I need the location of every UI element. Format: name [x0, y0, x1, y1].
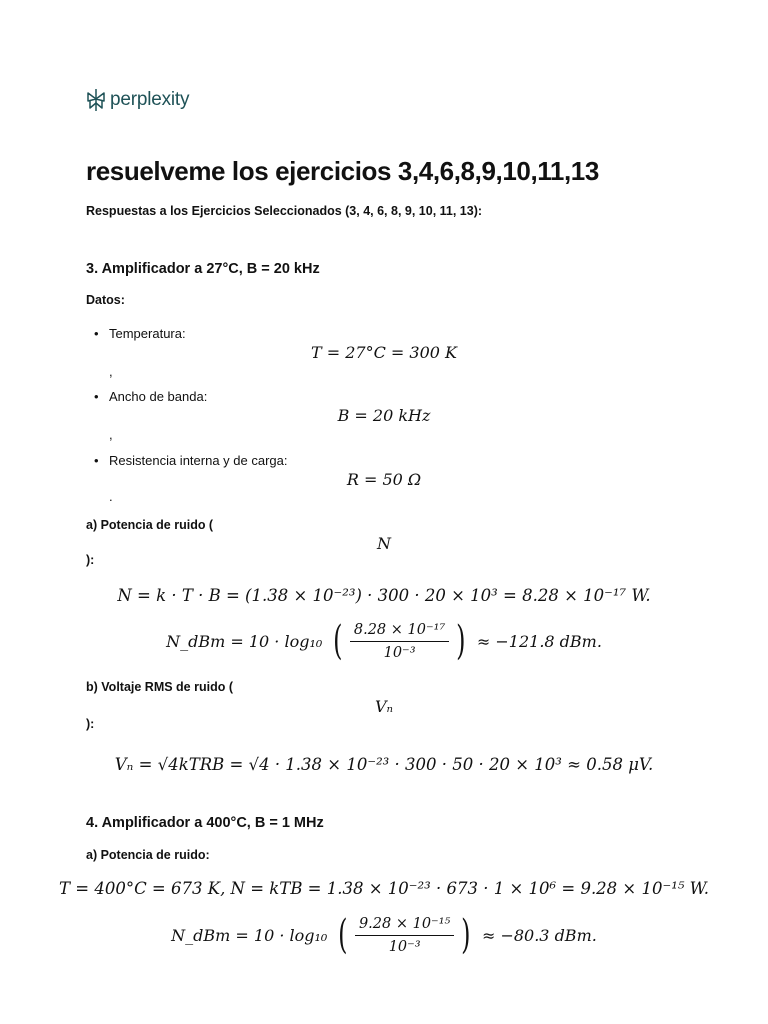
ex3-b-close: ):	[86, 717, 95, 731]
left-paren: (	[338, 912, 348, 958]
ex3-a-equation: N = k · T · B = (1.38 × 10⁻²³) · 300 · 20 × 10³ = 8.28 × 10⁻¹⁷ W.	[117, 586, 651, 605]
ex3-bullet-resistencia: • Resistencia interna y de carga:	[94, 453, 288, 468]
fraction-denominator: 10⁻³	[383, 644, 416, 661]
dbm-rhs: ≈ −80.3 dBm.	[481, 925, 597, 945]
ex3-math-temperatura: T = 27°C = 300 K	[310, 343, 457, 362]
ex3-heading: 3. Amplificador a 27°C, B = 20 kHz	[86, 261, 320, 277]
fraction	[355, 916, 454, 955]
ex4-a-label: a) Potencia de ruido:	[86, 848, 210, 862]
ex3-punct-2: ,	[109, 427, 113, 442]
right-paren: )	[456, 618, 466, 664]
dbm-lhs: N_dBm = 10 · log₁₀	[171, 925, 328, 945]
ex3-punct-3: .	[109, 489, 113, 504]
dbm-rhs: ≈ −121.8 dBm.	[476, 631, 602, 651]
ex3-b-equation: Vₙ = √4kTRB = √4 · 1.38 × 10⁻²³ · 300 · 50 · 20 × 10³ ≈ 0.58 μV.	[114, 755, 654, 774]
fraction-numerator: 8.28 × 10⁻¹⁷	[350, 622, 449, 642]
right-paren: )	[461, 912, 471, 958]
ex3-bullet-temperatura: • Temperatura:	[94, 326, 186, 341]
perplexity-logo	[86, 88, 189, 112]
fraction-numerator: 9.28 × 10⁻¹⁵	[355, 916, 454, 936]
ex3-b-label: b) Voltaje RMS de ruido (	[86, 680, 233, 694]
ex4-a-dbm-equation	[0, 912, 768, 958]
ex4-a-equation: T = 400°C = 673 K, N = kTB = 1.38 × 10⁻²³ · 673 · 1 × 10⁶ = 9.28 × 10⁻¹⁵ W.	[59, 879, 709, 898]
ex3-bullet-ancho-banda: • Ancho de banda:	[94, 389, 208, 404]
bullet-label: Resistencia interna y de carga:	[109, 453, 288, 468]
dbm-lhs: N_dBm = 10 · log₁₀	[166, 631, 323, 651]
ex3-b-symbol: Vₙ	[374, 697, 394, 716]
bullet-label: Temperatura:	[109, 326, 186, 341]
ex3-math-resistencia: R = 50 Ω	[346, 470, 422, 489]
fraction-denominator: 10⁻³	[388, 938, 421, 955]
ex3-math-ancho-banda: B = 20 kHz	[337, 406, 431, 425]
bullet-label: Ancho de banda:	[109, 389, 208, 404]
ex4-heading: 4. Amplificador a 400°C, B = 1 MHz	[86, 815, 324, 831]
ex3-a-label: a) Potencia de ruido (	[86, 518, 214, 532]
left-paren: (	[333, 618, 343, 664]
ex3-a-close: ):	[86, 553, 95, 567]
intro-text: Respuestas a los Ejercicios Seleccionados (3, 4, 6, 8, 9, 10, 11, 13):	[86, 204, 483, 218]
page-title: resuelveme los ejercicios 3,4,6,8,9,10,11,13	[86, 156, 599, 186]
brand-name: perplexity	[110, 89, 190, 110]
ex3-a-symbol: N	[377, 534, 391, 553]
ex3-datos-label: Datos:	[86, 293, 125, 307]
ex3-a-dbm-equation	[0, 618, 768, 664]
perplexity-logo-icon	[86, 88, 106, 112]
fraction	[350, 622, 449, 661]
ex3-punct-1: ,	[109, 364, 113, 379]
